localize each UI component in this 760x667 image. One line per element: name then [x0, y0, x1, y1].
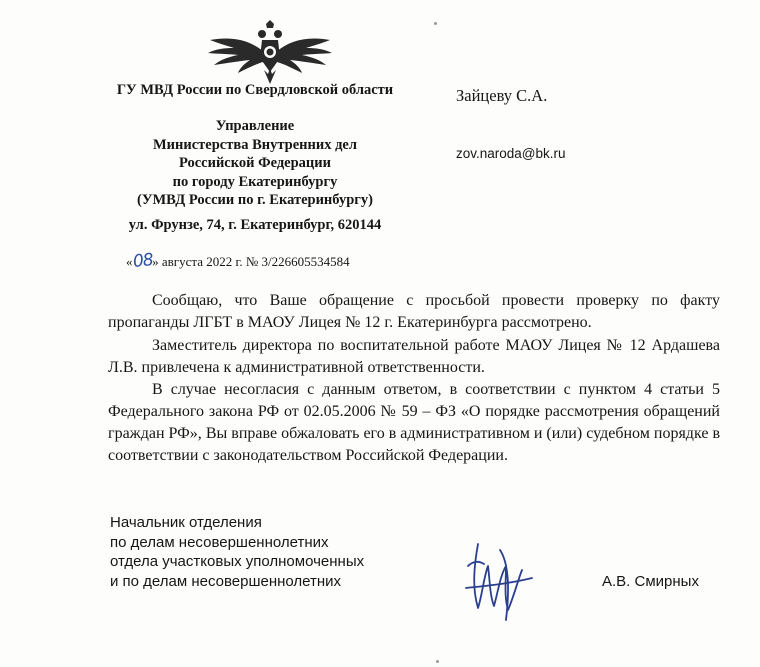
recipient-name: Зайцеву С.А. [456, 86, 548, 105]
department-line: Министерства Внутренних дел [153, 136, 357, 153]
handwritten-signature-icon [448, 536, 538, 626]
signer-title-line: Начальник отделения [110, 514, 262, 531]
department-line: Управление [215, 118, 295, 134]
department-line: по городу Екатеринбургу [172, 173, 338, 190]
letter-paragraph: Заместитель директора по воспитательной работе МАОУ Лицея № 12 Ардашева Л.В. привлечена к административной ответственности. [108, 337, 720, 376]
double-headed-eagle-emblem-icon [206, 18, 334, 90]
outgoing-date-number [126, 251, 350, 271]
signer-title-line: отдела участковых уполномоченных [110, 553, 365, 570]
month-year-number: » августа 2022 г. № 3/226605534584 [152, 254, 350, 269]
signer-title [110, 513, 364, 591]
department-name [90, 117, 420, 210]
letter-paragraph: В случае несогласия с данным ответом, в соответствии с пунктом 4 статьи 5 Федерального закона РФ от 02.05.2006 № 59 – ФЗ «О порядке рассмотрения обращений граждан РФ», Вы вправе обжаловать его в административном и (или) судебном порядке в соответствии с законодательством Российской Федерации. [108, 381, 720, 464]
letter-paragraph: Сообщаю, что Ваше обращение с просьбой провести проверку по факту пропаганды ЛГБТ в МАОУ Лицея № 12 г. Екатеринбурга рассмотрено. [108, 292, 720, 331]
department-line: Российской Федерации [178, 155, 331, 171]
signer-name: А.В. Смирных [602, 573, 699, 590]
handwritten-day: 08 [131, 250, 154, 272]
signer-title-line: и по делам несовершеннолетних [110, 572, 342, 590]
department-line: (УМВД России по г. Екатеринбургу) [137, 192, 373, 208]
signer-title-line: по делам несовершеннолетних [110, 533, 329, 551]
scan-speck [436, 660, 439, 663]
scan-speck [434, 22, 437, 25]
sender-address: ул. Фрунзе, 74, г. Екатеринбург, 620144 [128, 217, 382, 233]
quote-open: « [126, 254, 133, 269]
agency-name: ГУ МВД России по Свердловской области [116, 82, 394, 98]
recipient-email: zov.naroda@bk.ru [456, 146, 566, 161]
